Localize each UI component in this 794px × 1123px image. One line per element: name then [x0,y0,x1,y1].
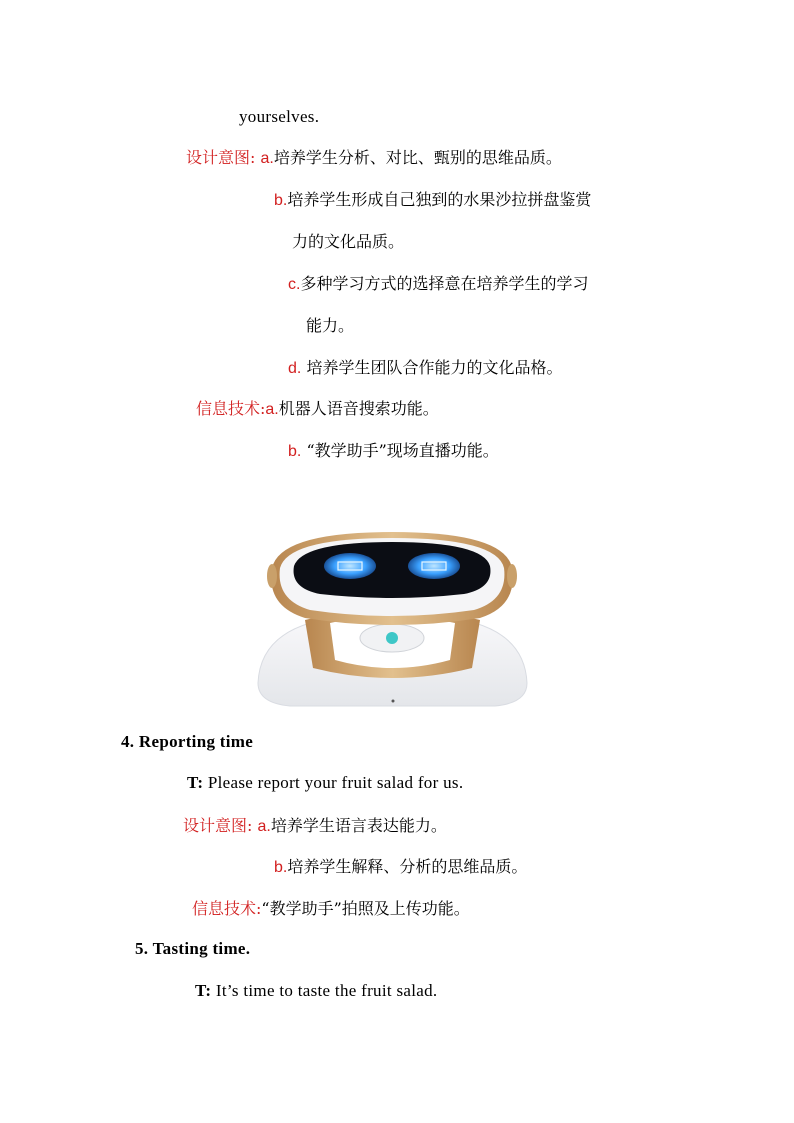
list-marker: b. [274,192,288,209]
list-marker: a. [257,818,271,835]
design-intent-item: 培养学生语言表达能力。 [270,816,447,835]
design-intent-line-a [183,815,447,838]
design-intent-item: 培养学生团队合作能力的文化品格。 [306,358,563,377]
list-marker: a. [260,150,274,167]
continued-text: yourselves. [239,107,320,126]
design-intent-item: 多种学习方式的选择意在培养学生的学习 [300,274,589,293]
info-tech-item: “教学助手”现场直播功能。 [306,441,499,460]
teacher-speech: It’s time to taste the fruit salad. [215,981,438,1000]
design-intent-item-cont: 能力。 [306,316,355,335]
info-tech-label: 信息技术: [196,399,266,418]
teacher-line [195,980,437,1002]
info-tech-item: “教学助手”拍照及上传功能。 [261,899,470,918]
teacher-label: T: [195,981,212,1000]
design-intent-line-b [274,189,591,212]
info-tech-item: 机器人语音搜索功能。 [278,399,439,418]
list-marker: b. [288,443,302,460]
list-marker: d. [288,360,302,377]
list-marker: c. [288,276,301,293]
info-tech-line-b [288,440,499,463]
section-heading-reporting: 4. Reporting time [121,732,254,751]
list-marker: b. [274,859,288,876]
design-intent-label: 设计意图: [183,816,253,835]
design-intent-item: 培养学生解释、分析的思维品质。 [287,857,528,876]
info-tech-label: 信息技术: [192,899,262,918]
design-intent-line-b [274,856,527,879]
teacher-line [187,772,463,794]
design-intent-item: 培养学生形成自己独到的水果沙拉拼盘鉴赏 [287,190,592,209]
section-heading-tasting: 5. Tasting time. [135,939,251,958]
design-intent-item: 培养学生分析、对比、甄别的思维品质。 [273,148,562,167]
design-intent-item-cont: 力的文化品质。 [292,232,405,251]
design-intent-line-a [186,147,562,170]
info-tech-line-a [196,398,439,421]
design-intent-line-d [288,357,562,380]
design-intent-label: 设计意图: [186,148,256,167]
info-tech-line [192,898,470,920]
list-marker: a. [265,401,279,418]
teacher-speech: Please report your fruit salad for us. [207,773,464,792]
robot-illustration [250,528,535,713]
teacher-label: T: [187,773,204,792]
design-intent-line-c [288,273,588,296]
